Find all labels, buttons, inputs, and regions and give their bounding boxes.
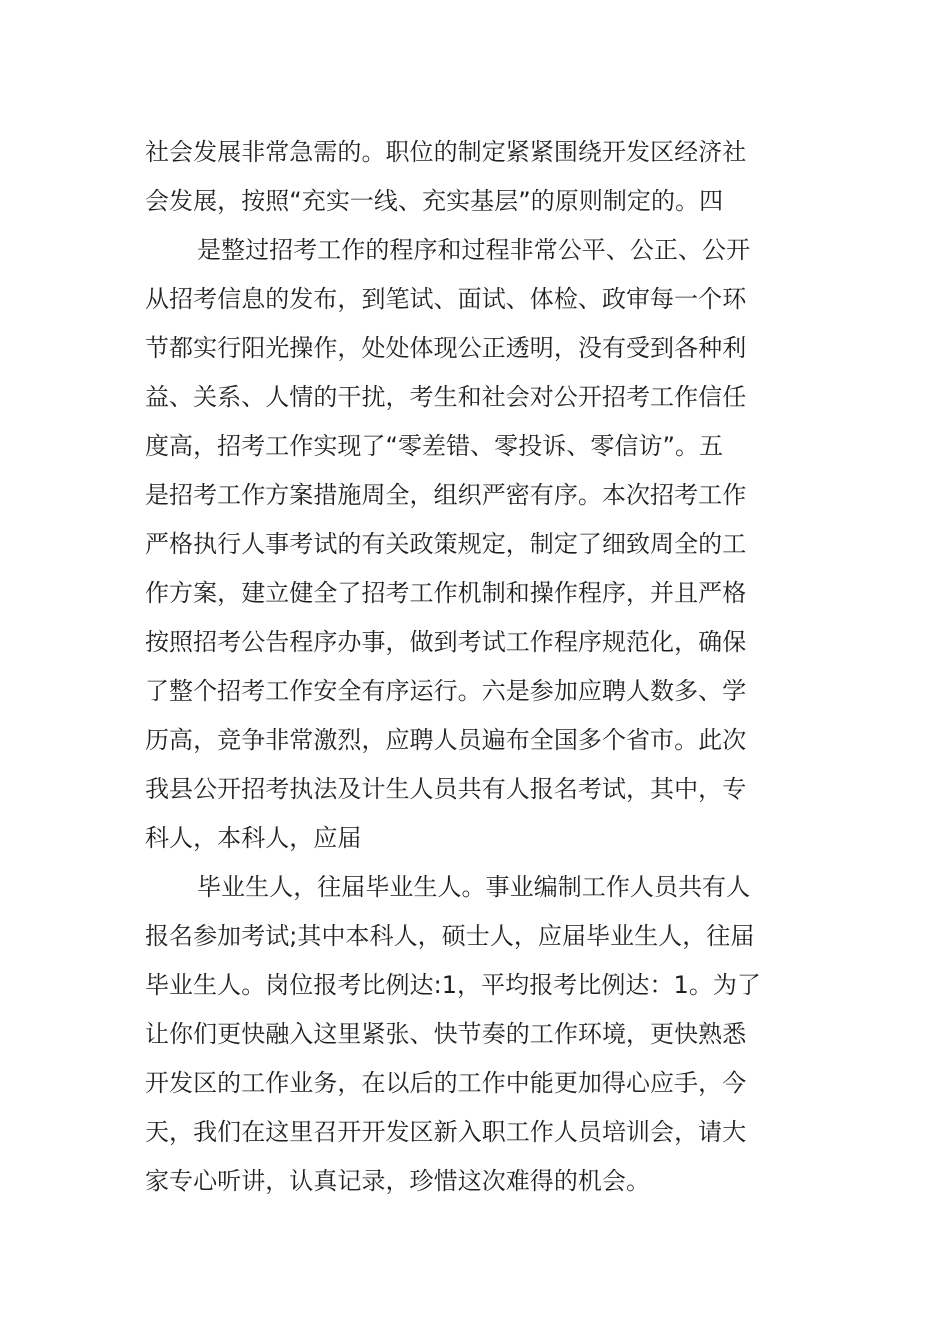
- text-line: 是整过招考工作的程序和过程非常公平、公正、公开: [197, 236, 751, 264]
- text-line: 度高，招考工作实现了“零差错、零投诉、零信访”。五: [145, 432, 724, 460]
- text-line: 家专心听讲，认真记录，珍惜这次难得的机会。: [145, 1167, 651, 1195]
- text-line: 毕业生人，往届毕业生人。事业编制工作人员共有人: [197, 873, 751, 901]
- text-line: 会发展，按照“充实一线、充实基层”的原则制定的。四: [145, 187, 724, 215]
- text-line: 作方案，建立健全了招考工作机制和操作程序，并且严格: [145, 579, 747, 607]
- text-line: 报名参加考试;其中本科人，硕士人，应届毕业生人，往届: [145, 922, 755, 950]
- text-line: 毕业生人。岗位报考比例达:1，平均报考比例达：1。为了: [145, 971, 761, 999]
- text-line: 开发区的工作业务，在以后的工作中能更加得心应手，今: [145, 1069, 747, 1097]
- text-line: 历高，竞争非常激烈，应聘人员遍布全国多个省市。此次: [145, 726, 747, 754]
- text-line: 节都实行阳光操作，处处体现公正透明，没有受到各种利: [145, 334, 747, 362]
- text-line: 我县公开招考执法及计生人员共有人报名考试，其中，专: [145, 775, 747, 803]
- text-line: 是招考工作方案措施周全，组织严密有序。本次招考工作: [145, 481, 747, 509]
- text-line: 科人，本科人，应届: [145, 824, 362, 852]
- text-line: 天，我们在这里召开开发区新入职工作人员培训会，请大: [145, 1118, 747, 1146]
- text-line: 了整个招考工作安全有序运行。六是参加应聘人数多、学: [145, 677, 747, 705]
- text-line: 按照招考公告程序办事，做到考试工作程序规范化，确保: [145, 628, 747, 656]
- text-line: 让你们更快融入这里紧张、快节奏的工作环境，更快熟悉: [145, 1020, 747, 1048]
- document-body: [145, 128, 815, 1206]
- text-line: 严格执行人事考试的有关政策规定，制定了细致周全的工: [145, 530, 747, 558]
- text-line: 益、关系、人情的干扰，考生和社会对公开招考工作信任: [145, 383, 747, 411]
- text-line: 从招考信息的发布，到笔试、面试、体检、政审每一个环: [145, 285, 747, 313]
- text-line: 社会发展非常急需的。职位的制定紧紧围绕开发区经济社: [145, 138, 747, 166]
